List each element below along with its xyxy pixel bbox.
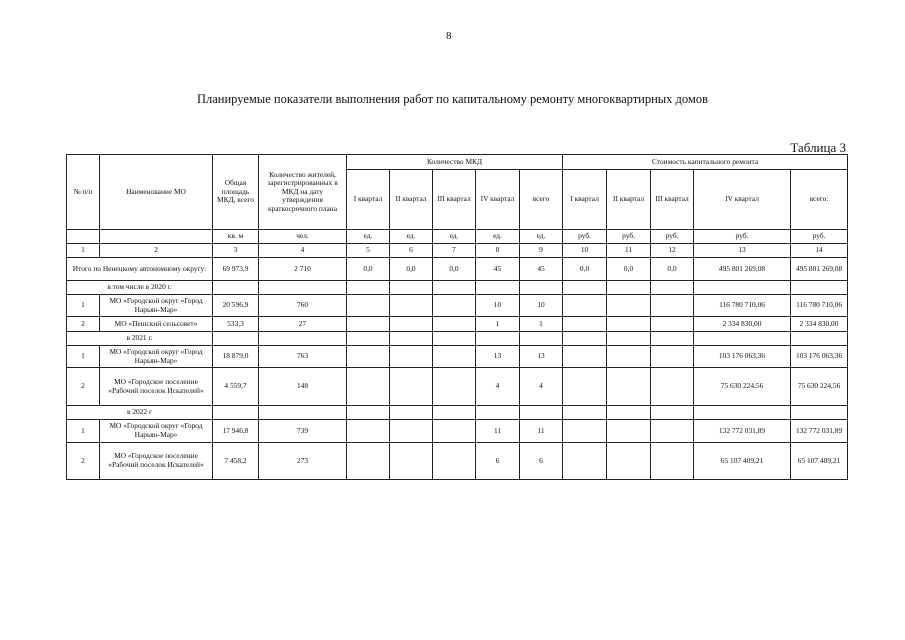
total-cost-q3: 0,0	[651, 258, 694, 281]
col-number: 2	[100, 244, 213, 258]
row-cost-cell	[563, 368, 607, 406]
units-empty	[100, 230, 213, 244]
section-label: в 2022 г	[67, 406, 213, 420]
header-mkd-q2: II квартал	[390, 170, 433, 230]
total-cost-all: 495 801 269,08	[791, 258, 848, 281]
row-residents: 763	[259, 346, 347, 368]
unit-cell: ед.	[476, 230, 520, 244]
empty-cell	[607, 281, 651, 295]
row-num: 1	[67, 346, 100, 368]
row-cost-cell	[651, 317, 694, 332]
row-cost-cell	[651, 420, 694, 443]
row-num: 1	[67, 295, 100, 317]
total-residents: 2 710	[259, 258, 347, 281]
row-cost-cell: 132 772 031,89	[694, 420, 791, 443]
col-number: 8	[476, 244, 520, 258]
row-cost-cell: 132 772 031,89	[791, 420, 848, 443]
row-mkd-cell	[390, 346, 433, 368]
header-cost-q4: IV квартал	[694, 170, 791, 230]
table-row	[67, 295, 848, 317]
row-mkd-cell: 4	[520, 368, 563, 406]
section-row	[67, 406, 848, 420]
row-mkd-cell: 13	[520, 346, 563, 368]
row-mkd-cell: 11	[520, 420, 563, 443]
row-mkd-cell	[347, 346, 390, 368]
row-cost-cell: 116 780 710,06	[694, 295, 791, 317]
section-label: в 2021 г.	[67, 332, 213, 346]
unit-cell: ед.	[390, 230, 433, 244]
row-area: 7 458,2	[213, 443, 259, 480]
table-row	[67, 346, 848, 368]
row-cost-cell	[607, 420, 651, 443]
empty-cell	[607, 406, 651, 420]
empty-cell	[791, 406, 848, 420]
total-row	[67, 258, 848, 281]
header-cost-total: всего:	[791, 170, 848, 230]
row-area: 18 879,0	[213, 346, 259, 368]
row-cost-cell	[563, 346, 607, 368]
units-row	[67, 230, 848, 244]
empty-cell	[791, 332, 848, 346]
row-mkd-cell	[390, 420, 433, 443]
row-residents: 273	[259, 443, 347, 480]
empty-cell	[213, 281, 259, 295]
row-name: МО «Городской округ «Город Нарьян-Мар»	[100, 295, 213, 317]
header-mkd-q1: I квартал	[347, 170, 390, 230]
col-number: 11	[607, 244, 651, 258]
row-mkd-cell: 13	[476, 346, 520, 368]
table-row	[67, 420, 848, 443]
document-title: Планируемые показатели выполнения работ по капитальному ремонту многоквартирных домов	[196, 92, 708, 106]
empty-cell	[433, 332, 476, 346]
row-residents: 27	[259, 317, 347, 332]
empty-cell	[694, 332, 791, 346]
row-num: 1	[67, 420, 100, 443]
empty-cell	[520, 332, 563, 346]
empty-cell	[476, 406, 520, 420]
empty-cell	[476, 281, 520, 295]
total-mkd-all: 45	[520, 258, 563, 281]
header-row-1	[67, 155, 848, 170]
row-mkd-cell	[433, 443, 476, 480]
empty-cell	[563, 406, 607, 420]
row-residents: 148	[259, 368, 347, 406]
header-cost-group: Стоимость капитального ремонта	[563, 155, 848, 170]
row-cost-cell: 2 334 830,00	[694, 317, 791, 332]
row-name: МО «Городской округ «Город Нарьян-Мар»	[100, 420, 213, 443]
col-number: 3	[213, 244, 259, 258]
total-mkd-q4: 45	[476, 258, 520, 281]
row-mkd-cell: 1	[476, 317, 520, 332]
col-number: 12	[651, 244, 694, 258]
empty-cell	[651, 332, 694, 346]
row-cost-cell	[563, 443, 607, 480]
row-cost-cell	[651, 346, 694, 368]
row-cost-cell: 103 176 063,36	[791, 346, 848, 368]
row-mkd-cell	[347, 295, 390, 317]
empty-cell	[791, 281, 848, 295]
row-cost-cell: 116 780 710,06	[791, 295, 848, 317]
row-residents: 760	[259, 295, 347, 317]
empty-cell	[390, 406, 433, 420]
empty-cell	[213, 406, 259, 420]
table-row	[67, 443, 848, 480]
row-cost-cell: 75 630 224,56	[791, 368, 848, 406]
row-area: 4 559,7	[213, 368, 259, 406]
row-mkd-cell	[433, 346, 476, 368]
header-mkd-group: Количество МКД	[347, 155, 563, 170]
header-num: № п/п	[67, 155, 100, 230]
row-num: 2	[67, 443, 100, 480]
row-name: МО «Городское поселение «Рабочий поселок Искателей»	[100, 368, 213, 406]
col-number: 5	[347, 244, 390, 258]
row-cost-cell	[607, 443, 651, 480]
total-name: Итого по Ненецкому автономному округу:	[67, 258, 213, 281]
unit-cell: ед.	[347, 230, 390, 244]
col-number: 1	[67, 244, 100, 258]
empty-cell	[694, 281, 791, 295]
col-number: 10	[563, 244, 607, 258]
header-cost-q1: I квартал	[563, 170, 607, 230]
row-mkd-cell	[390, 317, 433, 332]
row-cost-cell	[651, 443, 694, 480]
row-mkd-cell: 1	[520, 317, 563, 332]
empty-cell	[476, 332, 520, 346]
unit-cell: руб.	[607, 230, 651, 244]
row-cost-cell	[651, 368, 694, 406]
unit-cell: руб.	[563, 230, 607, 244]
row-cost-cell	[563, 420, 607, 443]
unit-cell: ед.	[520, 230, 563, 244]
unit-cell: руб.	[694, 230, 791, 244]
empty-cell	[520, 406, 563, 420]
empty-cell	[390, 281, 433, 295]
row-num: 2	[67, 317, 100, 332]
row-cost-cell: 65 107 409,21	[694, 443, 791, 480]
capital-repair-table	[66, 154, 848, 480]
empty-cell	[651, 406, 694, 420]
header-name: Наименование МО	[100, 155, 213, 230]
total-cost-q1: 0,0	[563, 258, 607, 281]
row-mkd-cell: 11	[476, 420, 520, 443]
empty-cell	[390, 332, 433, 346]
page-number: 8	[446, 30, 452, 42]
empty-cell	[347, 332, 390, 346]
row-mkd-cell	[390, 368, 433, 406]
empty-cell	[520, 281, 563, 295]
row-mkd-cell	[433, 420, 476, 443]
row-mkd-cell	[433, 317, 476, 332]
row-name: МО «Пешский сельсовет»	[100, 317, 213, 332]
row-mkd-cell: 6	[476, 443, 520, 480]
empty-cell	[259, 406, 347, 420]
row-mkd-cell	[390, 443, 433, 480]
row-cost-cell: 65 107 409,21	[791, 443, 848, 480]
empty-cell	[607, 332, 651, 346]
unit-cell: ед.	[433, 230, 476, 244]
header-mkd-total: всего	[520, 170, 563, 230]
col-number: 4	[259, 244, 347, 258]
total-area: 69 973,9	[213, 258, 259, 281]
total-mkd-q2: 0,0	[390, 258, 433, 281]
row-mkd-cell	[433, 295, 476, 317]
total-cost-q4: 495 801 269,08	[694, 258, 791, 281]
row-name: МО «Городской округ «Город Нарьян-Мар»	[100, 346, 213, 368]
empty-cell	[259, 281, 347, 295]
row-mkd-cell: 10	[476, 295, 520, 317]
table-label: Таблица 3	[790, 140, 846, 155]
row-mkd-cell	[433, 368, 476, 406]
empty-cell	[563, 281, 607, 295]
table-row	[67, 317, 848, 332]
column-numbers-row	[67, 244, 848, 258]
row-mkd-cell: 4	[476, 368, 520, 406]
header-residents: Количество жителей, зарегистрированных в МКД на дату утверждения краткосрочного плана	[259, 155, 347, 230]
section-row	[67, 281, 848, 295]
row-cost-cell	[563, 295, 607, 317]
row-cost-cell	[607, 295, 651, 317]
header-area: Общая площадь МКД, всего	[213, 155, 259, 230]
row-cost-cell	[607, 368, 651, 406]
row-area: 20 596,9	[213, 295, 259, 317]
row-num: 2	[67, 368, 100, 406]
row-mkd-cell	[347, 443, 390, 480]
empty-cell	[259, 332, 347, 346]
row-cost-cell: 2 334 830,00	[791, 317, 848, 332]
empty-cell	[433, 406, 476, 420]
header-cost-q3: III квартал	[651, 170, 694, 230]
row-residents: 739	[259, 420, 347, 443]
unit-cell: кв. м	[213, 230, 259, 244]
total-cost-q2: 0,0	[607, 258, 651, 281]
row-area: 533,3	[213, 317, 259, 332]
row-cost-cell	[563, 317, 607, 332]
table-row	[67, 368, 848, 406]
unit-cell: руб.	[651, 230, 694, 244]
col-number: 6	[390, 244, 433, 258]
empty-cell	[433, 281, 476, 295]
empty-cell	[694, 406, 791, 420]
row-cost-cell	[607, 317, 651, 332]
row-mkd-cell	[390, 295, 433, 317]
empty-cell	[347, 281, 390, 295]
empty-cell	[213, 332, 259, 346]
col-number: 7	[433, 244, 476, 258]
empty-cell	[563, 332, 607, 346]
header-mkd-q3: III квартал	[433, 170, 476, 230]
header-cost-q2: II квартал	[607, 170, 651, 230]
row-cost-cell	[651, 295, 694, 317]
row-name: МО «Городское поселение «Рабочий поселок Искателей»	[100, 443, 213, 480]
col-number: 14	[791, 244, 848, 258]
empty-cell	[347, 406, 390, 420]
unit-cell: чел.	[259, 230, 347, 244]
row-cost-cell	[607, 346, 651, 368]
col-number: 9	[520, 244, 563, 258]
row-mkd-cell: 10	[520, 295, 563, 317]
header-mkd-q4: IV квартал	[476, 170, 520, 230]
total-mkd-q1: 0,0	[347, 258, 390, 281]
units-empty	[67, 230, 100, 244]
empty-cell	[651, 281, 694, 295]
total-mkd-q3: 0,0	[433, 258, 476, 281]
row-mkd-cell	[347, 368, 390, 406]
section-label: в том числе в 2020 г.	[67, 281, 213, 295]
row-cost-cell: 75 630 224,56	[694, 368, 791, 406]
row-mkd-cell	[347, 420, 390, 443]
row-mkd-cell: 6	[520, 443, 563, 480]
row-cost-cell: 103 176 063,36	[694, 346, 791, 368]
row-area: 17 946,8	[213, 420, 259, 443]
section-row	[67, 332, 848, 346]
row-mkd-cell	[347, 317, 390, 332]
unit-cell: руб.	[791, 230, 848, 244]
col-number: 13	[694, 244, 791, 258]
